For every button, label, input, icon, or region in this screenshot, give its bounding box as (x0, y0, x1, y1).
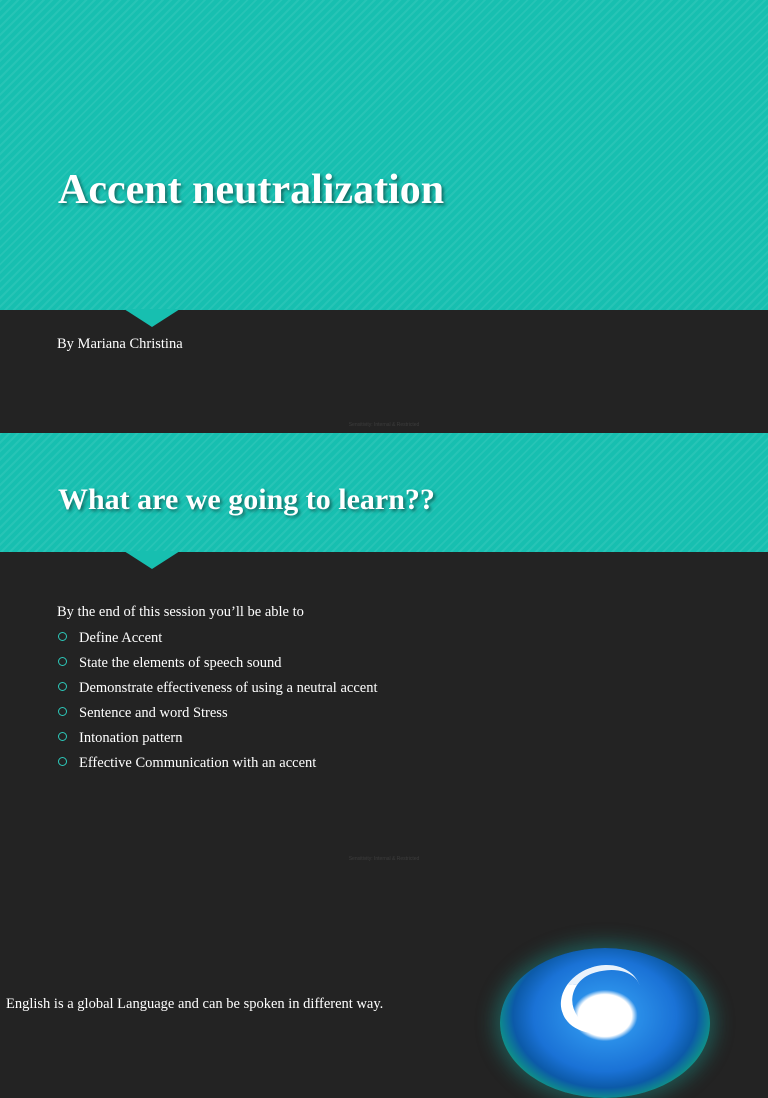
list-item (56, 676, 377, 701)
list-item-text: Define Accent (79, 630, 163, 646)
learning-objectives-list (56, 626, 377, 776)
list-item (56, 626, 377, 651)
author-subtitle: By Mariana Christina (57, 336, 183, 352)
slide-title (0, 0, 768, 433)
hollow-circle-bullet-icon (58, 657, 67, 666)
list-item (56, 651, 377, 676)
band-notch (124, 551, 180, 569)
list-item-text: Demonstrate effectiveness of using a neutral accent (79, 680, 378, 696)
title-band (0, 0, 768, 310)
list-item (56, 726, 377, 751)
agenda-title: What are we going to learn?? (58, 483, 435, 516)
agenda-intro: By the end of this session you’ll be able to (57, 604, 304, 620)
list-item-text: Sentence and word Stress (79, 705, 228, 721)
band-notch (124, 309, 180, 327)
list-item (56, 751, 377, 776)
sensitivity-label: Sensitivity: Internal & Restricted (348, 422, 420, 428)
list-item-text: State the elements of speech sound (79, 655, 282, 671)
hollow-circle-bullet-icon (58, 682, 67, 691)
list-item-text: Effective Communication with an accent (79, 755, 317, 771)
hollow-circle-bullet-icon (58, 632, 67, 641)
hollow-circle-bullet-icon (58, 757, 67, 766)
hollow-circle-bullet-icon (58, 732, 67, 741)
slide-caption: English is a global Language and can be spoken in different way. (6, 996, 384, 1012)
list-item-text: Intonation pattern (79, 730, 183, 746)
sensitivity-label: Sensitivity: Internal & Restricted (348, 856, 420, 862)
hollow-circle-bullet-icon (58, 707, 67, 716)
presentation-title: Accent neutralization (58, 167, 445, 213)
list-item (56, 701, 377, 726)
